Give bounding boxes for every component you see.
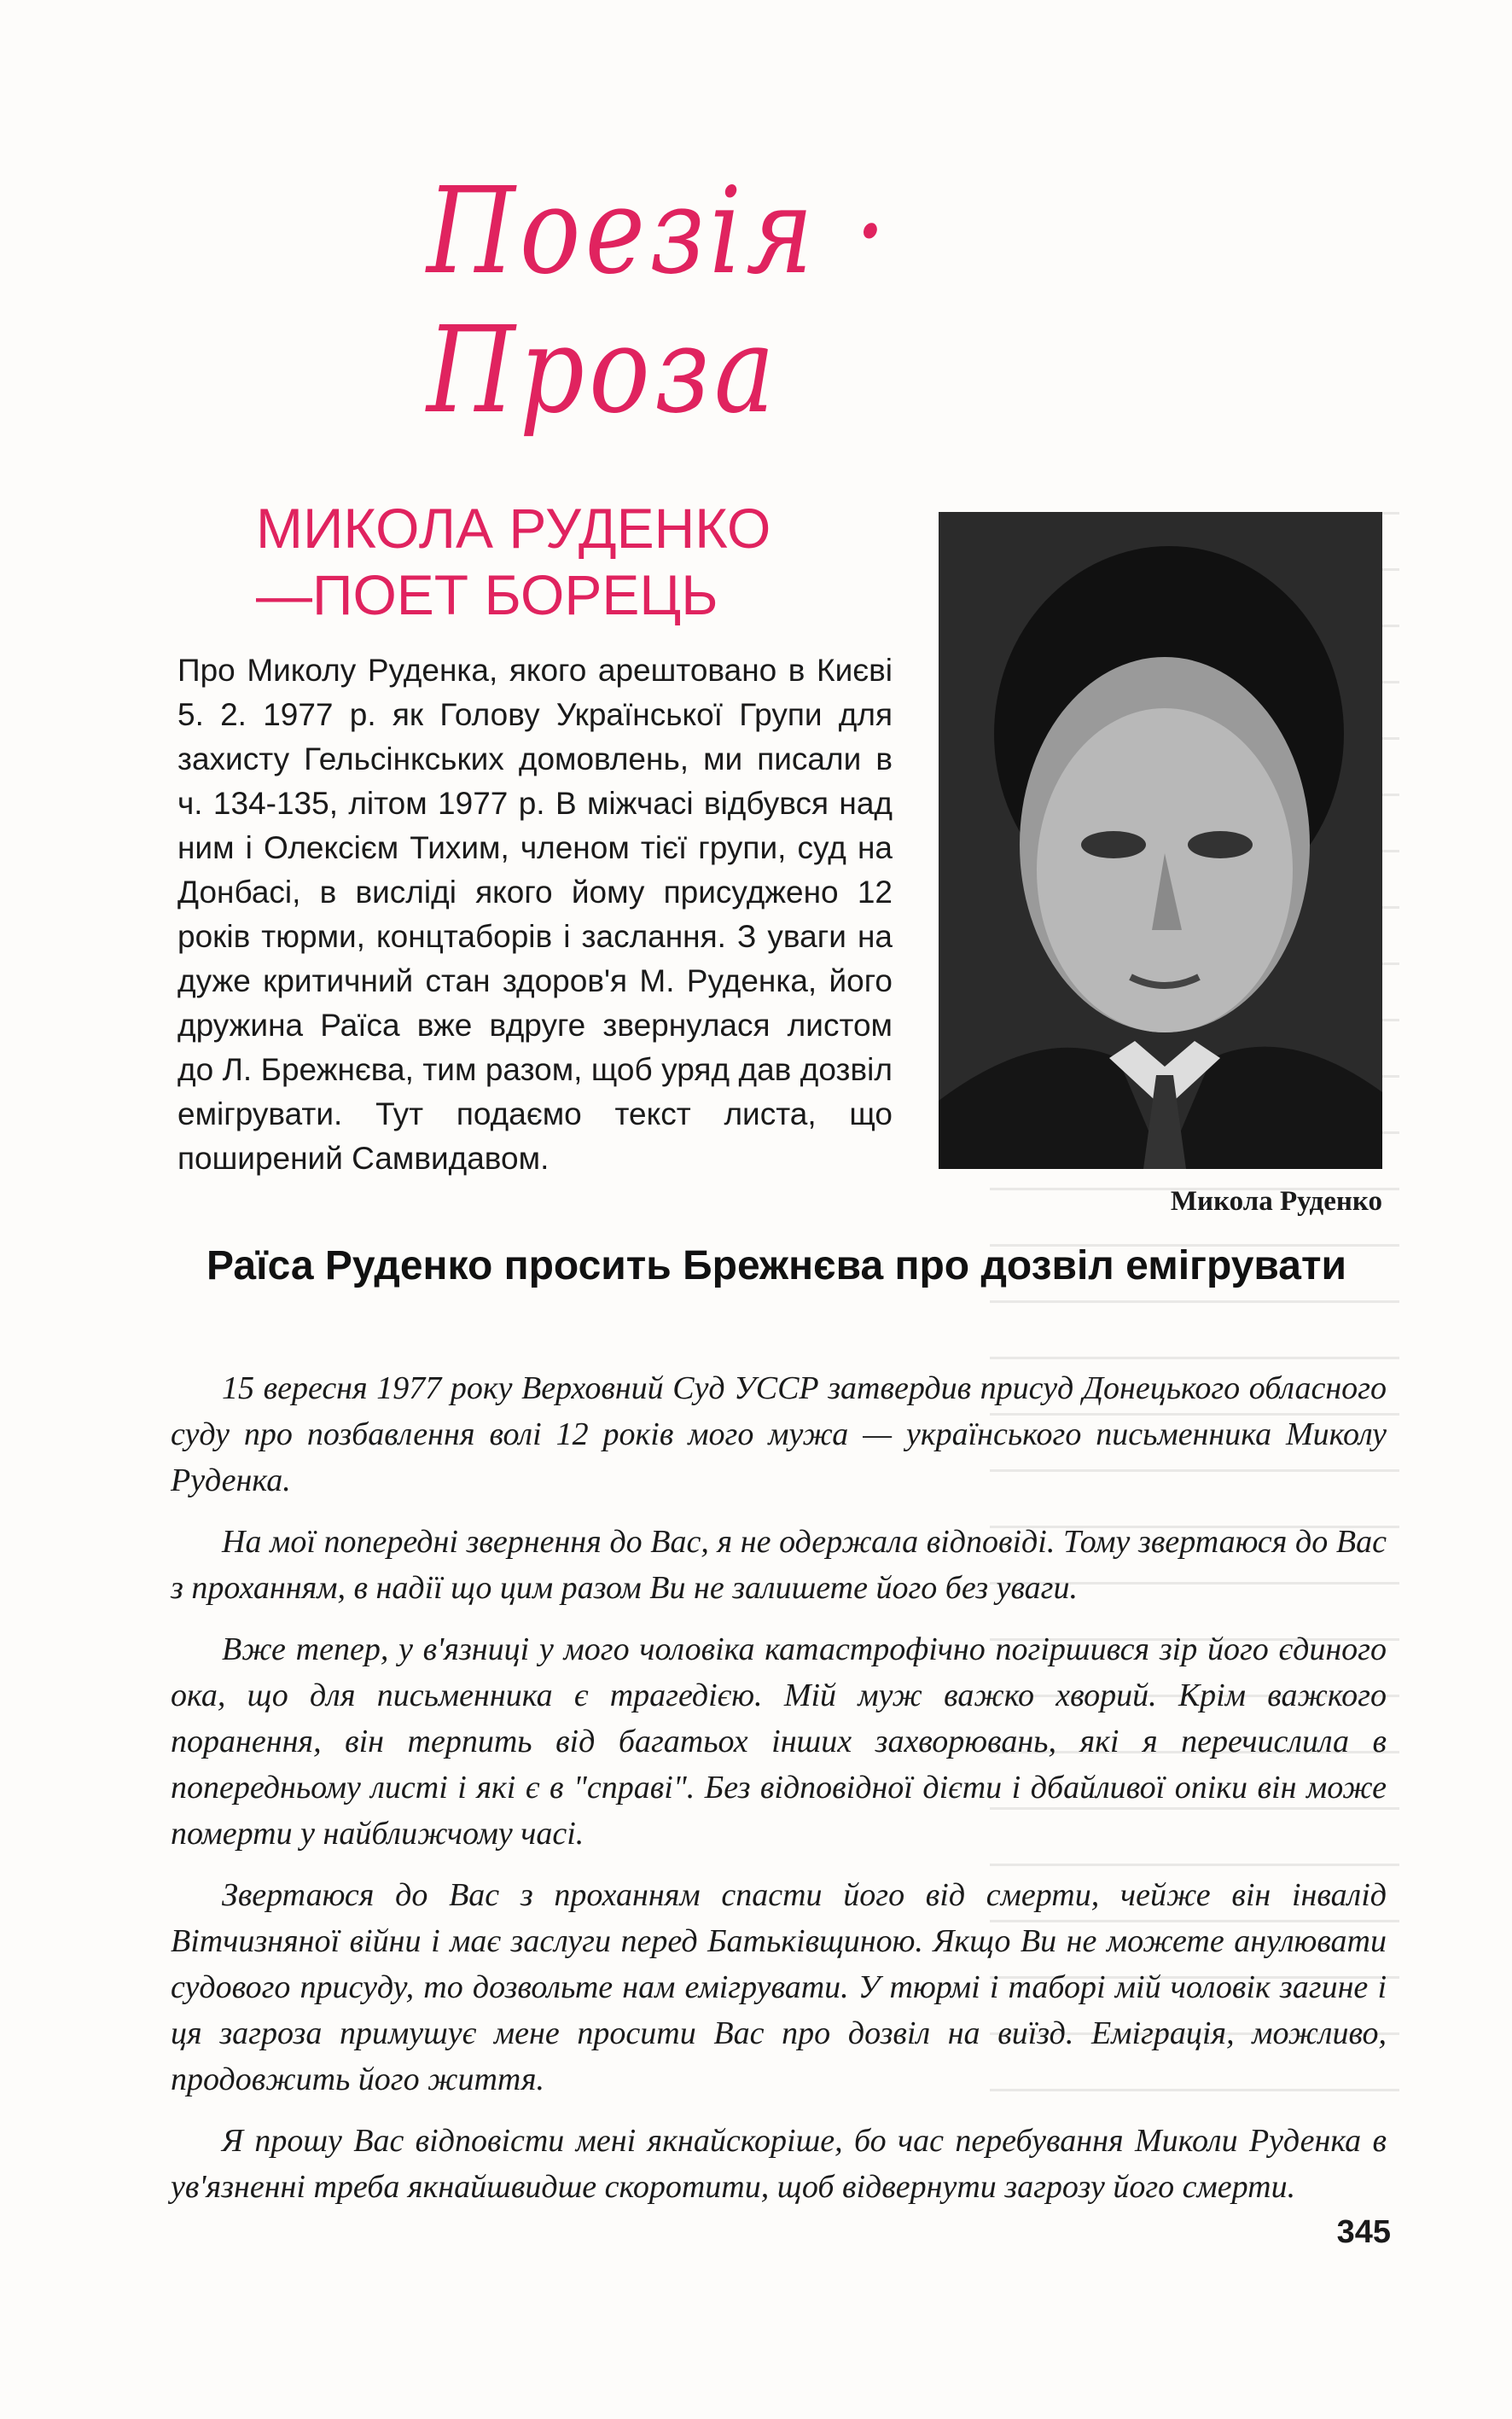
page-number: 345	[1336, 2214, 1391, 2250]
headline-line-2: —ПОЕТ БОРЕЦЬ	[256, 563, 718, 626]
headline-line-1: МИКОЛА РУДЕНКО	[256, 497, 771, 560]
section-title: Поезія · Проза	[427, 162, 892, 440]
letter-paragraph: Вже тепер, у в'язниці у мого чоловіка катастрофічно погіршився зір його єдиного ока, що для письменника є трагедією. Мій муж важко хворий. Крім важкого поранення, він терпить від багатьох інших захворювань, які я перечислила в попередньому листі і які є в "справі". Без відповідної дієти і дбайливої опіки він може померти у найближчому часі.	[171, 1631, 1387, 1852]
article-headline	[256, 495, 853, 628]
letter-title: Раїса Руденко просить Брежнєва про дозвіл емігрувати	[206, 1243, 1346, 1288]
letter-paragraph: Звертаюся до Вас з проханням спасти його від смерти, чейже він інвалід Вітчизняної війни і має заслуги перед Батьківщиною. Якщо Ви не можете анулювати судового присуду, то дозвольте нам емігрувати. У тюрмі і таборі мій чоловік загине і ця загроза примушує мене просити Вас про дозвіл на виїзд. Еміграція, можливо, продовжить його життя.	[171, 1877, 1387, 2097]
intro-paragraph: Про Миколу Руденка, якого арештовано в Києві 5. 2. 1977 р. як Голову Української Групи для захисту Гельсінкських домовлень, ми писали в ч. 134-135, літом 1977 р. В міжчасі відбувся над ним і Олексієм Тихим, членом тієї групи, суд на Донбасі, в висліді якого йому присуджено 12 років тюрми, концтаборів і заслання. З уваги на дуже критичний стан здоров'я М. Руденка, його дружина Раїса вже вдруге звернулася листом до Л. Брежнєва, тим разом, щоб уряд дав дозвіл емігрувати. Тут подаємо текст листа, що поширений Самвидавом.	[177, 653, 893, 1176]
photo-caption: Микола Руденко	[1170, 1186, 1382, 1217]
portrait-photo	[939, 512, 1382, 1169]
letter-body	[171, 1365, 1387, 2225]
letter-paragraph: 15 вересня 1977 року Верховний Суд УССР затвердив присуд Донецького обласного суду про позбавлення волі 12 років мого мужа — українського письменника Миколу Руденка.	[171, 1370, 1387, 1498]
letter-paragraph: Я прошу Вас відповісти мені якнайскоріше, бо час перебування Миколи Руденка в ув'язненні треба якнайшвидше скоротити, щоб відвернути загрозу його смерти.	[171, 2123, 1387, 2205]
letter-paragraph: На мої попередні звернення до Вас, я не одержала відповіді. Тому звертаюся до Вас з проханням, в надії що цим разом Ви не залишете його без уваги.	[171, 1524, 1387, 1606]
portrait-illustration	[939, 512, 1382, 1169]
